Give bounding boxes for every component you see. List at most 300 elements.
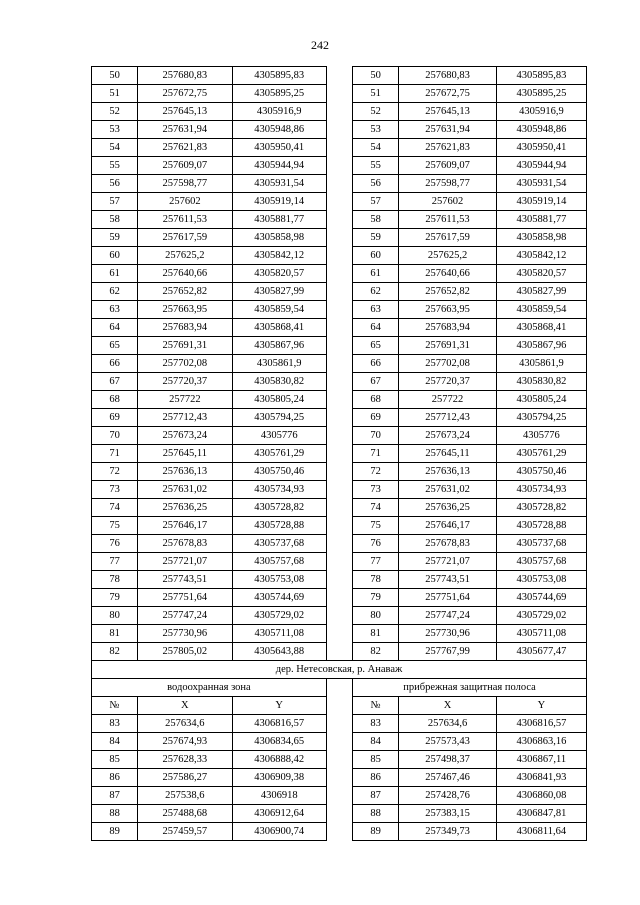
column-gap <box>326 805 352 823</box>
x-left: 257634,6 <box>138 715 232 733</box>
point-number-right: 61 <box>353 265 399 283</box>
x-left: 257586,27 <box>138 769 232 787</box>
point-number-left: 87 <box>92 787 138 805</box>
x-left: 257602 <box>138 193 232 211</box>
x-left: 257663,95 <box>138 301 232 319</box>
column-gap <box>326 85 352 103</box>
column-gap <box>326 769 352 787</box>
x-left: 257488,68 <box>138 805 232 823</box>
column-gap <box>326 139 352 157</box>
point-number-right: 89 <box>353 823 399 841</box>
table-row <box>92 211 587 229</box>
point-number-left: 70 <box>92 427 138 445</box>
point-number-left: 54 <box>92 139 138 157</box>
coordinates-table <box>91 66 587 841</box>
x-left: 257672,75 <box>138 85 232 103</box>
point-number-right: 64 <box>353 319 399 337</box>
x-left: 257631,94 <box>138 121 232 139</box>
x-left: 257747,24 <box>138 607 232 625</box>
x-right: 257598,77 <box>399 175 497 193</box>
y-left: 4306918 <box>232 787 326 805</box>
point-number-left: 52 <box>92 103 138 121</box>
water-protection-zone-title: водоохранная зона <box>92 679 327 697</box>
point-number-left: 66 <box>92 355 138 373</box>
column-gap <box>326 175 352 193</box>
y-right: 4306867,11 <box>496 751 586 769</box>
x-right: 257646,17 <box>399 517 497 535</box>
point-number-right: 65 <box>353 337 399 355</box>
y-right: 4305737,68 <box>496 535 586 553</box>
x-left: 257673,24 <box>138 427 232 445</box>
column-gap <box>326 301 352 319</box>
x-right: 257712,43 <box>399 409 497 427</box>
column-gap <box>326 157 352 175</box>
y-left: 4305734,93 <box>232 481 326 499</box>
x-left: 257720,37 <box>138 373 232 391</box>
x-right: 257631,94 <box>399 121 497 139</box>
column-gap <box>326 535 352 553</box>
y-left: 4305643,88 <box>232 643 326 661</box>
point-number-left: 77 <box>92 553 138 571</box>
y-right: 4305868,41 <box>496 319 586 337</box>
point-number-right: 69 <box>353 409 399 427</box>
x-right: 257617,59 <box>399 229 497 247</box>
y-right: 4305842,12 <box>496 247 586 265</box>
column-gap <box>326 211 352 229</box>
point-number-left: 69 <box>92 409 138 427</box>
y-left: 4305859,54 <box>232 301 326 319</box>
x-right: 257691,31 <box>399 337 497 355</box>
table-row <box>92 643 587 661</box>
section-title: дер. Нетесовская, р. Анаваж <box>92 661 587 679</box>
y-right: 4305757,68 <box>496 553 586 571</box>
y-right: 4305931,54 <box>496 175 586 193</box>
table-row <box>92 805 587 823</box>
point-number-right: 63 <box>353 301 399 319</box>
point-number-left: 80 <box>92 607 138 625</box>
table-row <box>92 337 587 355</box>
column-gap <box>326 337 352 355</box>
y-right: 4305761,29 <box>496 445 586 463</box>
y-left: 4305950,41 <box>232 139 326 157</box>
point-number-right: 54 <box>353 139 399 157</box>
point-number-left: 51 <box>92 85 138 103</box>
x-right: 257349,73 <box>399 823 497 841</box>
point-number-right: 77 <box>353 553 399 571</box>
y-right: 4305895,83 <box>496 67 586 85</box>
y-right: 4305711,08 <box>496 625 586 643</box>
point-number-left: 68 <box>92 391 138 409</box>
column-gap <box>326 823 352 841</box>
column-gap <box>326 409 352 427</box>
column-gap <box>326 445 352 463</box>
y-right: 4305950,41 <box>496 139 586 157</box>
x-right: 257621,83 <box>399 139 497 157</box>
x-right: 257634,6 <box>399 715 497 733</box>
y-left: 4305711,08 <box>232 625 326 643</box>
y-right: 4306860,08 <box>496 787 586 805</box>
x-right: 257751,64 <box>399 589 497 607</box>
y-right: 4305776 <box>496 427 586 445</box>
x-right: 257672,75 <box>399 85 497 103</box>
y-right: 4305858,98 <box>496 229 586 247</box>
point-number-left: 58 <box>92 211 138 229</box>
x-left: 257691,31 <box>138 337 232 355</box>
column-gap <box>326 193 352 211</box>
point-number-left: 79 <box>92 589 138 607</box>
point-number-right: 58 <box>353 211 399 229</box>
point-number-left: 62 <box>92 283 138 301</box>
table-row <box>92 355 587 373</box>
y-left: 4305842,12 <box>232 247 326 265</box>
x-left: 257702,08 <box>138 355 232 373</box>
y-left: 4305794,25 <box>232 409 326 427</box>
table-row <box>92 373 587 391</box>
table-row <box>92 427 587 445</box>
point-number-right: 76 <box>353 535 399 553</box>
column-header-row <box>92 697 587 715</box>
y-left: 4305881,77 <box>232 211 326 229</box>
point-number-left: 72 <box>92 463 138 481</box>
column-gap <box>326 229 352 247</box>
y-right: 4305895,25 <box>496 85 586 103</box>
point-number-right: 73 <box>353 481 399 499</box>
x-left: 257751,64 <box>138 589 232 607</box>
y-right: 4305859,54 <box>496 301 586 319</box>
x-left: 257712,43 <box>138 409 232 427</box>
y-right: 4305820,57 <box>496 265 586 283</box>
point-number-left: 65 <box>92 337 138 355</box>
y-left: 4305744,69 <box>232 589 326 607</box>
point-number-right: 86 <box>353 769 399 787</box>
table-row <box>92 481 587 499</box>
point-number-left: 85 <box>92 751 138 769</box>
point-number-right: 79 <box>353 589 399 607</box>
point-number-right: 55 <box>353 157 399 175</box>
y-left: 4305916,9 <box>232 103 326 121</box>
x-left: 257721,07 <box>138 553 232 571</box>
y-right: 4305728,88 <box>496 517 586 535</box>
point-number-left: 84 <box>92 733 138 751</box>
y-left: 4305919,14 <box>232 193 326 211</box>
y-right: 4305867,96 <box>496 337 586 355</box>
x-left: 257646,17 <box>138 517 232 535</box>
x-left: 257730,96 <box>138 625 232 643</box>
table-row <box>92 607 587 625</box>
point-number-right: 82 <box>353 643 399 661</box>
point-number-left: 76 <box>92 535 138 553</box>
point-number-left: 63 <box>92 301 138 319</box>
column-gap <box>326 103 352 121</box>
table-row <box>92 193 587 211</box>
point-number-right: 72 <box>353 463 399 481</box>
table-row <box>92 733 587 751</box>
header-number-right: № <box>353 697 399 715</box>
x-right: 257467,46 <box>399 769 497 787</box>
x-right: 257645,11 <box>399 445 497 463</box>
column-gap <box>326 67 352 85</box>
x-left: 257678,83 <box>138 535 232 553</box>
point-number-left: 61 <box>92 265 138 283</box>
coastal-protection-strip-title: прибрежная защитная полоса <box>353 679 587 697</box>
table-row <box>92 67 587 85</box>
y-left: 4305761,29 <box>232 445 326 463</box>
table-row <box>92 535 587 553</box>
x-right: 257652,82 <box>399 283 497 301</box>
y-left: 4305820,57 <box>232 265 326 283</box>
point-number-left: 74 <box>92 499 138 517</box>
x-right: 257683,94 <box>399 319 497 337</box>
x-right: 257720,37 <box>399 373 497 391</box>
y-right: 4305805,24 <box>496 391 586 409</box>
x-right: 257631,02 <box>399 481 497 499</box>
column-gap <box>326 571 352 589</box>
point-number-right: 53 <box>353 121 399 139</box>
y-right: 4305744,69 <box>496 589 586 607</box>
x-right: 257498,37 <box>399 751 497 769</box>
point-number-right: 80 <box>353 607 399 625</box>
table-row <box>92 499 587 517</box>
point-number-right: 51 <box>353 85 399 103</box>
y-left: 4305948,86 <box>232 121 326 139</box>
y-left: 4305757,68 <box>232 553 326 571</box>
y-left: 4305728,88 <box>232 517 326 535</box>
x-right: 257680,83 <box>399 67 497 85</box>
y-left: 4305827,99 <box>232 283 326 301</box>
point-number-left: 71 <box>92 445 138 463</box>
column-gap <box>326 283 352 301</box>
section-header <box>92 661 587 715</box>
header-y-left: Y <box>232 697 326 715</box>
y-right: 4305753,08 <box>496 571 586 589</box>
point-number-right: 78 <box>353 571 399 589</box>
table-row <box>92 445 587 463</box>
x-right: 257673,24 <box>399 427 497 445</box>
y-left: 4305931,54 <box>232 175 326 193</box>
point-number-left: 88 <box>92 805 138 823</box>
y-right: 4305861,9 <box>496 355 586 373</box>
column-gap <box>326 643 352 661</box>
x-left: 257652,82 <box>138 283 232 301</box>
column-gap <box>326 733 352 751</box>
column-gap <box>326 463 352 481</box>
table-row <box>92 463 587 481</box>
x-right: 257602 <box>399 193 497 211</box>
table-row <box>92 283 587 301</box>
point-number-left: 81 <box>92 625 138 643</box>
point-number-right: 85 <box>353 751 399 769</box>
header-x-right: X <box>399 697 497 715</box>
x-left: 257683,94 <box>138 319 232 337</box>
point-number-left: 55 <box>92 157 138 175</box>
point-number-left: 86 <box>92 769 138 787</box>
y-left: 4305944,94 <box>232 157 326 175</box>
x-right: 257640,66 <box>399 265 497 283</box>
column-gap <box>326 391 352 409</box>
x-right: 257383,15 <box>399 805 497 823</box>
y-left: 4305750,46 <box>232 463 326 481</box>
point-number-right: 62 <box>353 283 399 301</box>
point-number-right: 84 <box>353 733 399 751</box>
point-number-right: 56 <box>353 175 399 193</box>
column-gap <box>326 355 352 373</box>
column-gap <box>326 499 352 517</box>
y-left: 4305729,02 <box>232 607 326 625</box>
table-row <box>92 175 587 193</box>
table-row <box>92 265 587 283</box>
column-gap <box>326 373 352 391</box>
y-right: 4305728,82 <box>496 499 586 517</box>
table-row <box>92 553 587 571</box>
table-row <box>92 625 587 643</box>
x-right: 257743,51 <box>399 571 497 589</box>
x-left: 257645,11 <box>138 445 232 463</box>
column-gap <box>326 427 352 445</box>
column-gap <box>326 481 352 499</box>
column-gap <box>326 697 352 715</box>
point-number-right: 88 <box>353 805 399 823</box>
point-number-right: 52 <box>353 103 399 121</box>
x-right: 257747,24 <box>399 607 497 625</box>
y-left: 4306909,38 <box>232 769 326 787</box>
point-number-left: 50 <box>92 67 138 85</box>
point-number-left: 78 <box>92 571 138 589</box>
point-number-left: 75 <box>92 517 138 535</box>
bottom-rows <box>92 715 587 841</box>
y-left: 4305867,96 <box>232 337 326 355</box>
point-number-left: 64 <box>92 319 138 337</box>
point-number-right: 50 <box>353 67 399 85</box>
column-gap <box>326 751 352 769</box>
point-number-right: 75 <box>353 517 399 535</box>
y-right: 4305916,9 <box>496 103 586 121</box>
y-left: 4305861,9 <box>232 355 326 373</box>
y-right: 4305919,14 <box>496 193 586 211</box>
point-number-right: 60 <box>353 247 399 265</box>
point-number-left: 57 <box>92 193 138 211</box>
table-row <box>92 121 587 139</box>
column-gap <box>326 787 352 805</box>
point-number-right: 71 <box>353 445 399 463</box>
x-left: 257598,77 <box>138 175 232 193</box>
top-rows <box>92 67 587 661</box>
column-gap <box>326 319 352 337</box>
y-left: 4305858,98 <box>232 229 326 247</box>
y-right: 4306847,81 <box>496 805 586 823</box>
header-x-left: X <box>138 697 232 715</box>
y-left: 4305737,68 <box>232 535 326 553</box>
header-y-right: Y <box>496 697 586 715</box>
x-left: 257628,33 <box>138 751 232 769</box>
x-right: 257663,95 <box>399 301 497 319</box>
point-number-right: 81 <box>353 625 399 643</box>
y-right: 4305794,25 <box>496 409 586 427</box>
x-left: 257743,51 <box>138 571 232 589</box>
column-gap <box>326 247 352 265</box>
x-right: 257645,13 <box>399 103 497 121</box>
point-number-right: 87 <box>353 787 399 805</box>
table-row <box>92 571 587 589</box>
x-right: 257767,99 <box>399 643 497 661</box>
y-right: 4305830,82 <box>496 373 586 391</box>
point-number-left: 89 <box>92 823 138 841</box>
point-number-left: 73 <box>92 481 138 499</box>
table-row <box>92 769 587 787</box>
point-number-right: 83 <box>353 715 399 733</box>
x-left: 257722 <box>138 391 232 409</box>
table-row <box>92 589 587 607</box>
y-left: 4305895,83 <box>232 67 326 85</box>
column-gap <box>326 517 352 535</box>
point-number-left: 67 <box>92 373 138 391</box>
table-row <box>92 715 587 733</box>
y-left: 4306834,65 <box>232 733 326 751</box>
x-left: 257636,13 <box>138 463 232 481</box>
table-row <box>92 301 587 319</box>
x-right: 257678,83 <box>399 535 497 553</box>
x-left: 257645,13 <box>138 103 232 121</box>
y-right: 4305729,02 <box>496 607 586 625</box>
y-left: 4306888,42 <box>232 751 326 769</box>
table-row <box>92 319 587 337</box>
y-left: 4306912,64 <box>232 805 326 823</box>
column-gap <box>326 715 352 733</box>
table-row <box>92 787 587 805</box>
x-left: 257609,07 <box>138 157 232 175</box>
point-number-left: 83 <box>92 715 138 733</box>
y-right: 4305881,77 <box>496 211 586 229</box>
table-row <box>92 517 587 535</box>
table-row <box>92 103 587 121</box>
point-number-left: 56 <box>92 175 138 193</box>
point-number-right: 68 <box>353 391 399 409</box>
y-left: 4306816,57 <box>232 715 326 733</box>
table-row <box>92 409 587 427</box>
x-right: 257428,76 <box>399 787 497 805</box>
table-row <box>92 85 587 103</box>
y-right: 4306841,93 <box>496 769 586 787</box>
table-row <box>92 823 587 841</box>
table-row <box>92 391 587 409</box>
x-right: 257636,13 <box>399 463 497 481</box>
y-right: 4305677,47 <box>496 643 586 661</box>
y-left: 4305753,08 <box>232 571 326 589</box>
y-right: 4305750,46 <box>496 463 586 481</box>
page-number: 242 <box>311 38 329 52</box>
y-left: 4305776 <box>232 427 326 445</box>
y-right: 4305944,94 <box>496 157 586 175</box>
header-number-left: № <box>92 697 138 715</box>
point-number-left: 82 <box>92 643 138 661</box>
x-right: 257730,96 <box>399 625 497 643</box>
x-right: 257722 <box>399 391 497 409</box>
table-row <box>92 751 587 769</box>
point-number-left: 60 <box>92 247 138 265</box>
table-row <box>92 157 587 175</box>
y-left: 4306900,74 <box>232 823 326 841</box>
column-gap <box>326 265 352 283</box>
table-row <box>92 139 587 157</box>
column-gap <box>326 625 352 643</box>
y-right: 4306811,64 <box>496 823 586 841</box>
y-right: 4306816,57 <box>496 715 586 733</box>
y-left: 4305895,25 <box>232 85 326 103</box>
x-left: 257621,83 <box>138 139 232 157</box>
column-gap <box>326 553 352 571</box>
x-left: 257674,93 <box>138 733 232 751</box>
point-number-right: 70 <box>353 427 399 445</box>
x-left: 257805,02 <box>138 643 232 661</box>
